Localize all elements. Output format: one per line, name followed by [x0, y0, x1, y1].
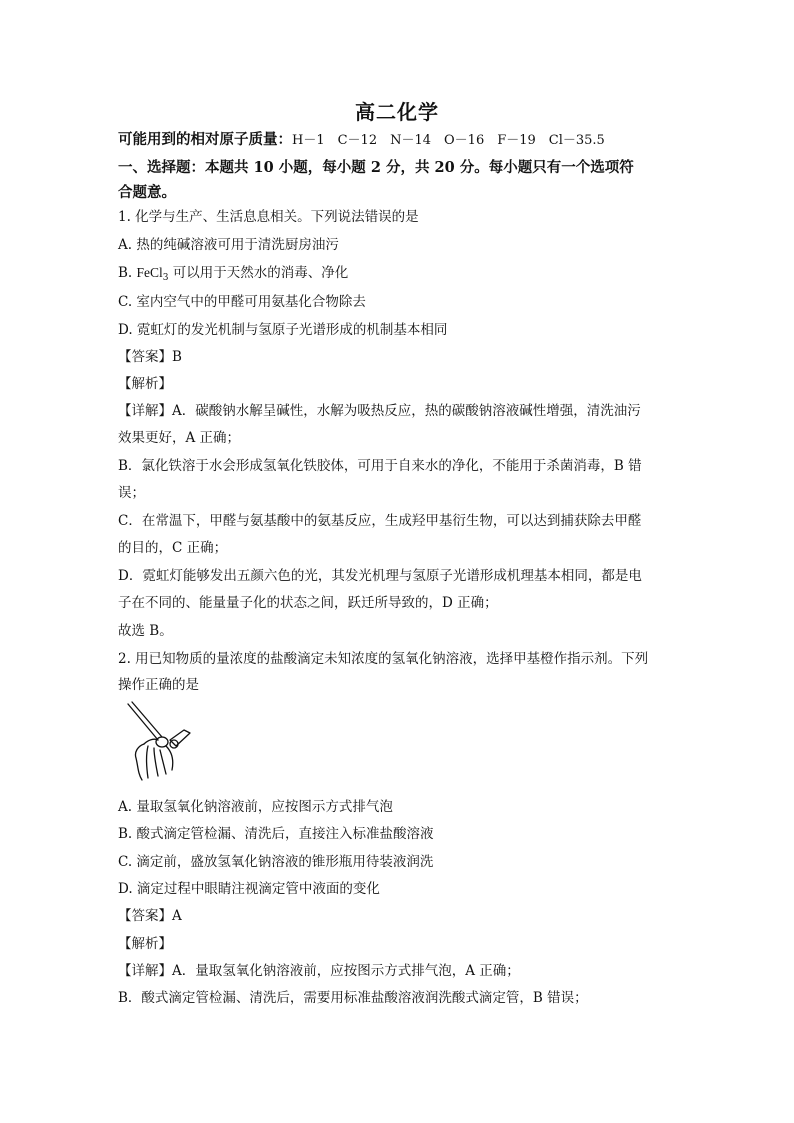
finger-1: [147, 746, 149, 778]
thumb: [166, 746, 173, 770]
atomic-mass-values: H－1 C－12 N－14 O－16 F－19 Cl－35.5: [292, 133, 605, 148]
burette-hand-illustration: [118, 700, 198, 790]
question-2-option-b: B. 酸式滴定管检漏、清洗后，直接注入标准盐酸溶液: [118, 826, 434, 842]
fecl3-formula: FeCl: [136, 265, 163, 280]
question-1-option-b: [118, 263, 678, 288]
question-1-detail-a-2: 效果更好，A 正确；: [118, 430, 241, 446]
atomic-mass-label: 可能用到的相对原子质量：: [118, 131, 292, 148]
question-1-option-a: A. 热的纯碱溶液可用于清洗厨房油污: [118, 237, 339, 253]
question-2-option-d: D. 滴定过程中眼睛注视滴定管中液面的变化: [118, 881, 380, 897]
question-2-detail-a: 【详解】A．量取氢氧化钠溶液前，应按图示方式排气泡，A 正确；: [118, 963, 520, 979]
question-1-detail-b-2: 误；: [118, 485, 145, 501]
question-1-detail-c-1: C．在常温下，甲醛与氨基酸中的氨基反应，生成羟甲基衍生物，可以达到捕获除去甲醛: [118, 513, 642, 529]
page-title: 高二化学: [355, 100, 439, 124]
question-1-detail-a-1: 【详解】A．碳酸钠水解呈碱性，水解为吸热反应，热的碳酸钠溶液碱性增强，清洗油污: [118, 403, 641, 419]
question-2-stem-1: 2. 用已知物质的量浓度的盐酸滴定未知浓度的氢氧化钠溶液，选择甲基橙作指示剂。下列: [118, 651, 649, 667]
burette-tube-right-edge: [132, 702, 162, 737]
question-2-detail-b: B．酸式滴定管检漏、清洗后，需要用标准盐酸溶液润洗酸式滴定管，B 错误；: [118, 990, 588, 1006]
finger-3: [160, 750, 166, 774]
question-2-analysis-label: 【解析】: [118, 936, 172, 952]
question-1-conclusion: 故选 B。: [118, 623, 173, 639]
option-b-suffix: 可以用于天然水的消毒、净化: [168, 265, 349, 281]
question-2-stem-2: 操作正确的是: [118, 677, 199, 693]
option-b-prefix: B.: [118, 265, 137, 281]
question-2-option-c: C. 滴定前，盛放氢氧化钠溶液的锥形瓶用待装液润洗: [118, 854, 434, 870]
atomic-mass-line: [118, 130, 678, 151]
question-1-option-c: C. 室内空气中的甲醛可用氨基化合物除去: [118, 294, 366, 310]
section-heading-line-1: 一、选择题：本题共 10 小题，每小题 2 分，共 20 分。每小题只有一个选项符: [118, 159, 634, 176]
fecl3-subscript: 3: [162, 273, 169, 283]
question-2-answer: 【答案】A: [118, 908, 182, 924]
section-heading-line-2: 合题意。: [118, 184, 176, 201]
question-1-analysis-label: 【解析】: [118, 376, 172, 392]
question-1-stem: 1. 化学与生产、生活息息相关。下列说法错误的是: [118, 209, 419, 225]
question-1-option-d: D. 霓虹灯的发光机制与氢原子光谱形成的机制基本相同: [118, 322, 448, 338]
question-1-detail-d-1: D．霓虹灯能够发出五颜六色的光，其发光机理与氢原子光谱形成机理基本相同，都是电: [118, 568, 642, 584]
question-1-detail-c-2: 的目的，C 正确；: [118, 540, 228, 556]
question-2-option-a: A. 量取氢氧化钠溶液前，应按图示方式排气泡: [118, 799, 393, 815]
question-1-answer: 【答案】B: [118, 349, 182, 365]
burette-tip: [170, 730, 190, 746]
finger-2: [154, 748, 158, 776]
burette-tube-left-edge: [128, 704, 158, 740]
question-1-detail-b-1: B．氯化铁溶于水会形成氢氧化铁胶体，可用于自来水的净化，不能用于杀菌消毒，B 错: [118, 458, 642, 474]
hand-palm: [135, 744, 144, 780]
question-1-detail-d-2: 子在不同的、能量量子化的状态之间，跃迁所导致的，D 正确；: [118, 595, 498, 611]
